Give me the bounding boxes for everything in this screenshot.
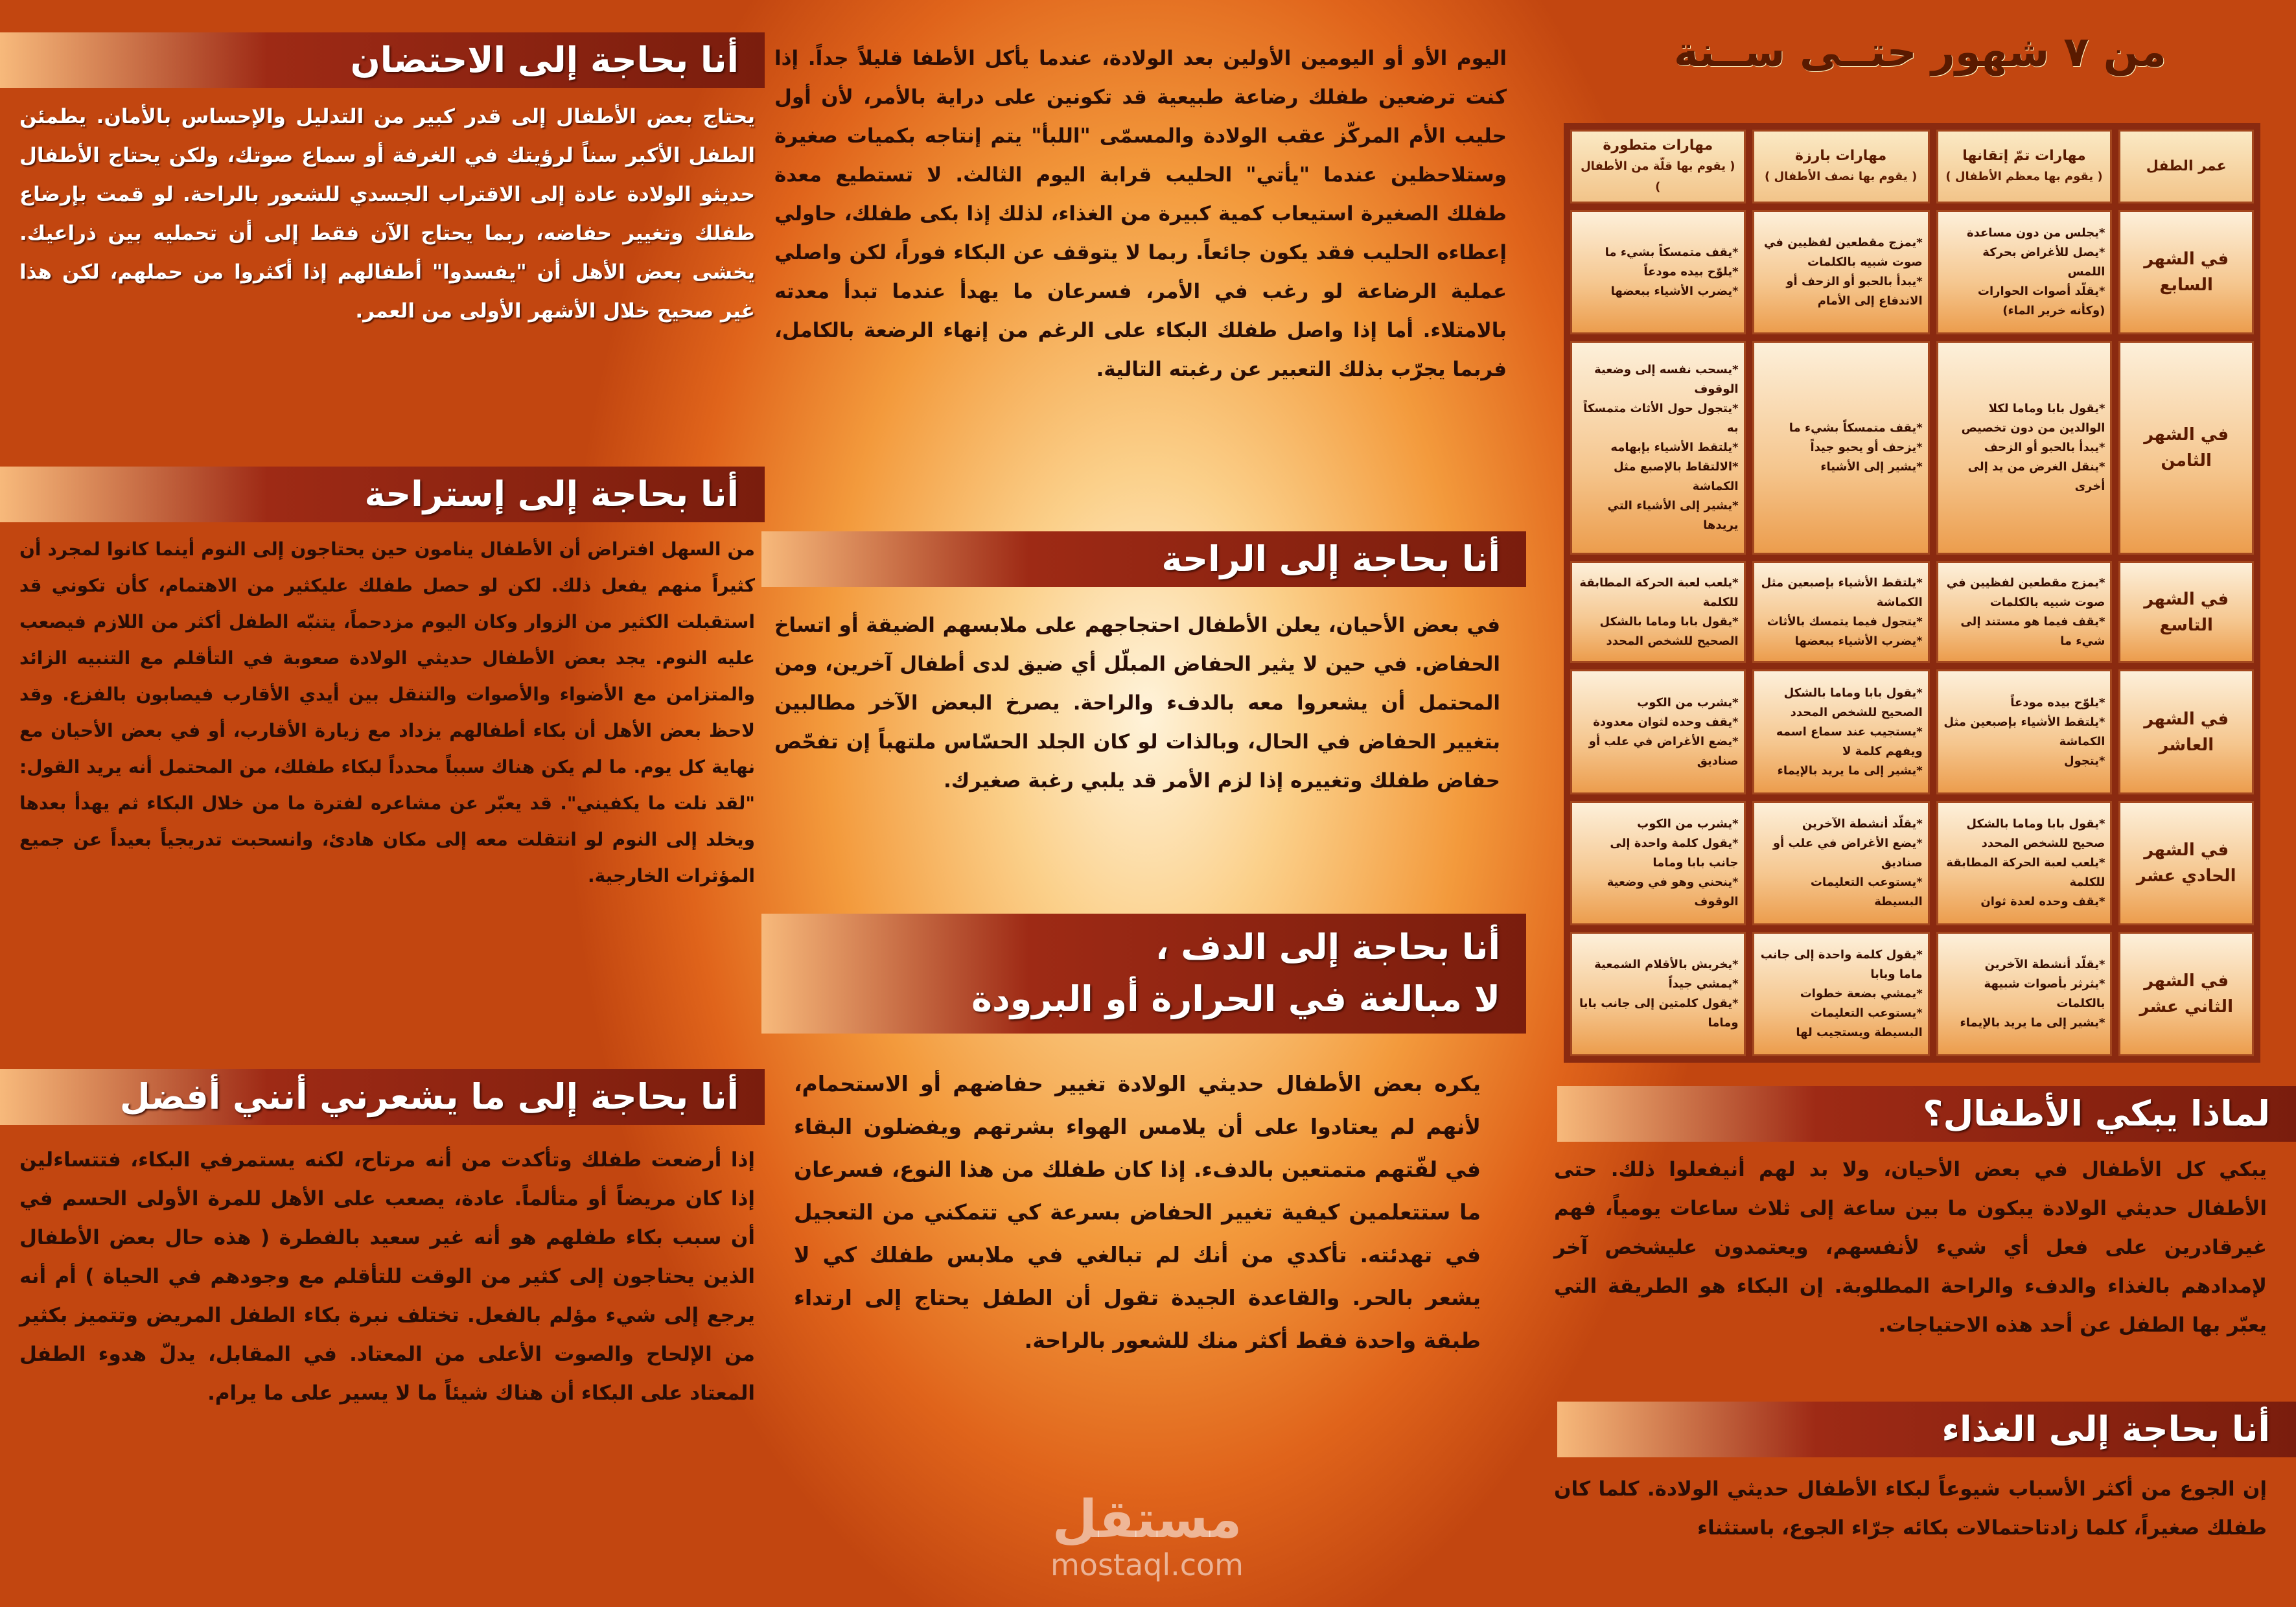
mastered-skills-cell: [1936, 210, 2113, 334]
skill-item: *يزحف أو يحبو جيداً: [1810, 440, 1923, 454]
skill-item: *يجلس من دون مساعدة: [1966, 226, 2105, 240]
skill-item: *يثرثر بأصوات شبيهة بالكلمات: [1984, 977, 2105, 1010]
skill-item: *يبدأ بالحبو أو الزحف: [1984, 440, 2105, 454]
skill-item: *يبدأ بالحبو أو الزحف أو الاندفاع إلى الأمام: [1786, 275, 1923, 308]
advanced-skills-cell: [1570, 669, 1746, 794]
advanced-skills-cell: [1570, 932, 1746, 1056]
skill-item: *يمشي جيداً: [1668, 977, 1739, 991]
food-continued-body: اليوم الأو أو اليومين الأولين بعد الولادة، عندما يأكل الأطفا قليلاً جداً. إذا كنت ترضعين طفلك رضاعة طبيعية قد تكونين على دراية بالأمر، لأن أول حليب الأم المركّز عقب الولادة والمسمّى "اللبأ" يتم إنتاجه بكميات صغيرة وستلاحظين عندما "يأتي" الحليب قرابة اليوم الثالث. لا تستطيع معدة طفلك الصغيرة استيعاب كمية كبيرة من الغذاء، لذلك إذا بكى طفلك، حاولي إعطاءه الحليب فقد يكون جائعاً. ربما لا يتوقف عن البكاء فوراً، لكن واصلي عملية الرضاعة لو رغب في الأمر، فسرعان ما يهدأ عندما تبدأ معدته بالامتلاء. أما إذا واصل طفلك البكاء على الرغم من إنهاء الرضعة بالكامل، فربما يجرّب بذلك التعبير عن رغبته التالية.: [774, 47, 1507, 381]
skills-table: [1564, 123, 2260, 1063]
skill-item: *يقول كلمة واحدة إلى جانب بابا وماما: [1610, 836, 1739, 870]
skill-item: *يضع الأغراض في علب أو صناديق: [1588, 734, 1739, 768]
skill-item: *يضرب الأشياء ببعضها: [1610, 284, 1739, 299]
emerging-skills-cell: [1752, 341, 1930, 554]
food-header: أنا بحاجة إلى الغذاء: [1557, 1402, 2296, 1457]
table-header-sublabel: ( يقوم بها قلّة من الأطفال ): [1581, 159, 1735, 194]
age-cell: في الشهر السابع: [2118, 210, 2254, 334]
warmth-header: [761, 914, 1526, 1034]
skill-item: *يتجول حول الأثاث متمسكاً به: [1583, 401, 1739, 435]
mastered-skills-cell: [1936, 801, 2113, 925]
table-header-label: مهارات تمّ إتقانها: [1962, 148, 2086, 164]
rest-header: أنا بحاجة إلى إستراحة: [0, 467, 765, 522]
skill-item: *يشير إلى الأشياء التي يريدها: [1607, 498, 1739, 532]
skill-item: *يلوّح بيده مودعاً: [2010, 695, 2105, 710]
food-body: إن الجوع من أكثر الأسباب شيوعاً لبكاء الأطفال حديثي الولادة. كلما كان طفلك صغيراً، كلما زادتاحتمالات بكائه جرّاء الجوع، باستثناء: [1554, 1477, 2267, 1540]
skill-item: *يمزج مقطعين لفظيين في صوت شبيه بالكلمات: [1763, 236, 1923, 270]
skill-item: *يقلّد أصوات الحوارات (وكأنه خرير الماء): [1977, 284, 2105, 318]
skill-item: *يقف فيما هو مستند إلى شيء ما: [1960, 614, 2105, 648]
advanced-skills-cell: [1570, 341, 1746, 554]
skill-item: *يقف متمسكاً بشيء ما: [1789, 421, 1923, 435]
skill-item: *يضرب الأشياء ببعضها: [1794, 634, 1923, 648]
age-cell: في الشهر الثامن: [2118, 341, 2254, 554]
skill-item: *يلتقط الأشياء بإبهامه: [1610, 440, 1739, 454]
skill-item: *يخربش بالأقلام الشمعية: [1594, 957, 1739, 971]
table-header-label: عمر الطفل: [2146, 158, 2227, 174]
mastered-skills-cell: [1936, 669, 2113, 794]
age-cell: في الشهر التاسع: [2118, 561, 2254, 664]
skill-item: *يصل للأغراض بحركة اللمس: [1982, 246, 2105, 279]
emerging-skills-cell: [1752, 210, 1930, 334]
skill-item: *يقف وحده لعدة ثوان: [1980, 894, 2105, 908]
table-row: [1570, 341, 2254, 554]
skill-item: *يستوعب التعليمات البسيطة ويستجيب لها: [1796, 1006, 1923, 1039]
cuddle-header: أنا بحاجة إلى الاحتضان: [0, 32, 765, 88]
skill-item: *يلتقط الأشياء بإصبعين مثل الكماشة: [1943, 715, 2105, 748]
emerging-skills-cell: [1752, 561, 1930, 664]
skill-item: *يشير إلى ما يريد بالإيماء: [1960, 1015, 2105, 1030]
skill-item: *يشير إلى ما يريد بالإيماء: [1777, 763, 1923, 778]
skill-item: *يشير إلى الأشياء: [1820, 459, 1923, 474]
warmth-body: يكره بعض الأطفال حديثي الولادة تغيير حفاضهم أو الاستحمام، لأنهم لم يعتادوا على أن يلامس الهواء بشرتهم ويفضلون البقاء في لفّتهم متمتعين بالدفء. إذا كان طفلك من هذا النوع، فسرعان ما ستتعلمين كيفية تغيير الحفاض بسرعة كي تتمكني من التعجيل في تهدئته. تأكدي من أنك لم تبالغي في ملابس طفلك كي لا يشعر بالحر. والقاعدة الجيدة تقول أن الطفل يحتاج إلى ارتداء طبقة واحدة فقط أكثر منك للشعور بالراحة.: [794, 1071, 1481, 1353]
comfort-body: في بعض الأحيان، يعلن الأطفال احتجاجهم على ملابسهم الضيقة أو اتساخ الحفاض. في حين لا يثير الحفاض المبلّل أي ضيق لدى أطفال آخرين، ومن المحتمل أن يشعروا معه بالدفء والراحة. يصرخ البعض الآخر مطالبين بتغيير الحفاض في الحال، وبالذات لو كان الجلد الحسّاس ملتهباً إن تفحّص حفاض طفلك وتغييره إذا لزم الأمر قد يلبي رغبة صغيرك.: [774, 614, 1500, 792]
table-header-sublabel: ( يقوم بها نصف الأطفال ): [1765, 170, 1918, 183]
skill-item: *يقول كلمتين إلى جانب بابا وماما: [1579, 996, 1739, 1030]
comfort-header: أنا بحاجة إلى الراحة: [761, 531, 1526, 587]
table-header-label: مهارات متطورة: [1603, 137, 1713, 154]
right-panel: [1525, 0, 2296, 1607]
table-header-sublabel: ( يقوم بها معظم الأطفال ): [1945, 170, 2103, 183]
table-row: [1570, 932, 2254, 1056]
table-header-label: مهارات بارزة: [1794, 148, 1887, 164]
rest-body: من السهل افتراض أن الأطفال ينامون حين يحتاجون إلى النوم أينما كانوا لمجرد أن كثيراً منهم يفعل ذلك. لكن لو حصل طفلك عليكثير من الاهتمام، كأن تكوني قد استقبلت الكثير من الزوار وكان اليوم مزدحماً، يتنبّه الطفل أكثر من اللازم فيصعب عليه النوم. يجد بعض الأطفال حديثي الولادة صعوبة في التأقلم مع التنبيه الزائد والمتزامن مع الأضواء والأصوات والتنقل بين أيدي الأقارب فيصابون بالفزع. وقد لاحظ بعض الأهل أن بكاء أطفالهم يزداد مع زيارة الأقارب، أو في بعض الأحيان مع نهاية كل يوم. ما لم يكن هناك سبباً محدداً لبكاء طفلك، من المحتمل أنه يريد القول: "لقد نلت ما يكفيني". قد يعبّر عن مشاعره لفترة ما من خلال البكاء ثم يهدأ بعدها ويخلد إلى النوم لو انتقلت معه إلى مكان هادئ، وانسحبت تدريجياً بعيداً عن جميع المؤثرات الخارجية.: [19, 538, 755, 886]
better-header: أنا بحاجة إلى ما يشعرني أنني أفضل: [0, 1069, 765, 1125]
skill-item: *يمشي بضعة خطوات: [1800, 986, 1923, 1000]
skill-item: *يستجيب عند سماع اسمه ويفهم كلمة لا: [1776, 724, 1923, 758]
table-row: [1570, 210, 2254, 334]
left-panel: [0, 0, 768, 1607]
skill-item: *يقول بابا وماما بالشكل الصحيح للشخص المحدد: [1783, 686, 1923, 719]
skill-item: *يلعب لعبة الحركة المطابقة للكلمة: [1946, 855, 2105, 889]
skill-item: *يستوعب التعليمات البسيطة: [1810, 875, 1923, 908]
skill-item: *يقول بابا وماما لكلا الوالدين من دون تخصيص: [1961, 401, 2105, 435]
skill-item: *يقول بابا وماما بالشكل الصحيح للشخص المحدد: [1599, 614, 1739, 648]
why-header: لماذا يبكي الأطفال؟: [1557, 1086, 2296, 1142]
skill-item: *يتجول فيما يتمسك بالأثاث: [1767, 614, 1923, 629]
table-header-3: [1570, 130, 1746, 203]
emerging-skills-cell: [1752, 801, 1930, 925]
watermark-url: mostaql.com: [1050, 1547, 1244, 1582]
age-cell: في الشهر العاشر: [2118, 669, 2254, 794]
watermark: [1011, 1490, 1283, 1581]
table-row: [1570, 561, 2254, 664]
advanced-skills-cell: [1570, 801, 1746, 925]
middle-panel: [761, 0, 1526, 1607]
mastered-skills-cell: [1936, 932, 2113, 1056]
table-row: [1570, 669, 2254, 794]
skill-item: *يمزج مقطعين لفظيين في صوت شبيه بالكلمات: [1946, 575, 2105, 609]
watermark-logo: مستقل: [1052, 1489, 1242, 1549]
advanced-skills-cell: [1570, 561, 1746, 664]
skill-item: *يلتقط الأشياء بإصبعين مثل الكماشة: [1761, 575, 1923, 609]
skill-item: *الالتقاط بالإصبع مثل الكماشة: [1613, 459, 1739, 493]
skill-item: *ينقل الغرض من يد إلى أخرى: [1967, 459, 2105, 493]
age-cell: في الشهر الثاني عشر: [2118, 932, 2254, 1056]
skill-item: *يضع الأغراض في علب أو صناديق: [1772, 836, 1923, 870]
table-header-2: [1752, 130, 1930, 203]
table-header-1: [1936, 130, 2113, 203]
age-cell: في الشهر الحادي عشر: [2118, 801, 2254, 925]
mastered-skills-cell: [1936, 561, 2113, 664]
skill-item: *يلعب لعبة الحركة المطابقة للكلمة: [1579, 575, 1739, 609]
table-header-0: [2118, 130, 2254, 203]
advanced-skills-cell: [1570, 210, 1746, 334]
skill-item: *يسحب نفسه إلى وضعية الوقوف: [1594, 362, 1739, 396]
skill-item: *يقف متمسكاً بشيء ما: [1605, 246, 1739, 260]
mastered-skills-cell: [1936, 341, 2113, 554]
skill-item: *يشرب من الكوب: [1637, 816, 1739, 831]
skill-item: *يقف وحده لثوان معدودة: [1593, 715, 1739, 729]
skill-item: *يقلّد أنشطة الآخرين: [1984, 957, 2105, 971]
table-title: من ٧ شهور حتــى ســنة: [1674, 29, 2166, 76]
why-body: يبكي كل الأطفال في بعض الأحيان، ولا بد لهم أنيفعلوا ذلك. حتى الأطفال حديثي الولادة يبكون ما بين ساعة إلى ثلاث ساعات يومياً، فهم غيرقادرين على فعل أي شيء لأنفسهم، ويعتمدون عليشخص آخر لإمدادهم بالغذاء والدفء والراحة المطلوبة. إن البكاء هو الطريقة التي يعبّر بها الطفل عن أحد هذه الاحتياجات.: [1554, 1158, 2267, 1337]
skill-item: *ينحني وهو في وضعية الوقوف: [1606, 875, 1739, 908]
emerging-skills-cell: [1752, 932, 1930, 1056]
skill-item: *يقول كلمة واحدة إلى جانب ماما وبابا: [1760, 947, 1923, 981]
skill-item: *يلوّح بيده مودعاً: [1643, 265, 1739, 279]
skill-item: *يقلّد أنشطة الآخرين: [1802, 816, 1923, 831]
warmth-title-line2: لا مبالغة في الحرارة أو البرودة: [971, 978, 1500, 1019]
warmth-title-line1: أنا بحاجة إلى الدف ،: [1155, 927, 1500, 967]
cuddle-body: يحتاج بعض الأطفال إلى قدر كبير من التدليل والإحساس بالأمان. يطمئن الطفل الأكبر سناً لرؤيتك في الغرفة أو سماع صوتك، ولكن يحتاج الأطفال حديثو الولادة عادة إلى الاقتراب الجسدي للشعور بالراحة. لو قمت بإرضاع طفلك وتغيير حفاضه، ربما يحتاج الآن فقط إلى أن تحمليه بين ذراعيك. يخشى بعض الأهل أن "يفسدوا" أطفالهم إذا أكثروا من حملهم، لكن هذا غير صحيح خلال الأشهر الأولى من العمر.: [19, 105, 755, 323]
table-row: [1570, 801, 2254, 925]
skill-item: *يتجول: [2064, 754, 2105, 768]
better-body: إذا أرضعت طفلك وتأكدت من أنه مرتاح، لكنه يستمرفي البكاء، فتتساءلين إذا كان مريضاً أو متألماً. عادة، يصعب على الأهل للمرة الأولى الحسم في أن سبب بكاء طفلهم هو أنه غير سعيد بالفطرة ( هذه حال بعض الأطفال الذين يحتاجون إلى كثير من الوقت للتأقلم مع وجودهم في الحياة ) أم أنه يرجع إلى شيء مؤلم بالفعل. تختلف نبرة بكاء الطفل المريض وتتميز بكثير من الإلحاح والصوت الأعلى من المعتاد. في المقابل، يدلّ هدوء الطفل المعتاد على البكاء أن هناك شيئاً ما لا يسير على ما يرام.: [19, 1148, 755, 1405]
skill-item: *يقول بابا وماما بالشكل صحيح للشخص المحدد: [1966, 816, 2105, 850]
skill-item: *يشرب من الكوب: [1637, 695, 1739, 710]
emerging-skills-cell: [1752, 669, 1930, 794]
